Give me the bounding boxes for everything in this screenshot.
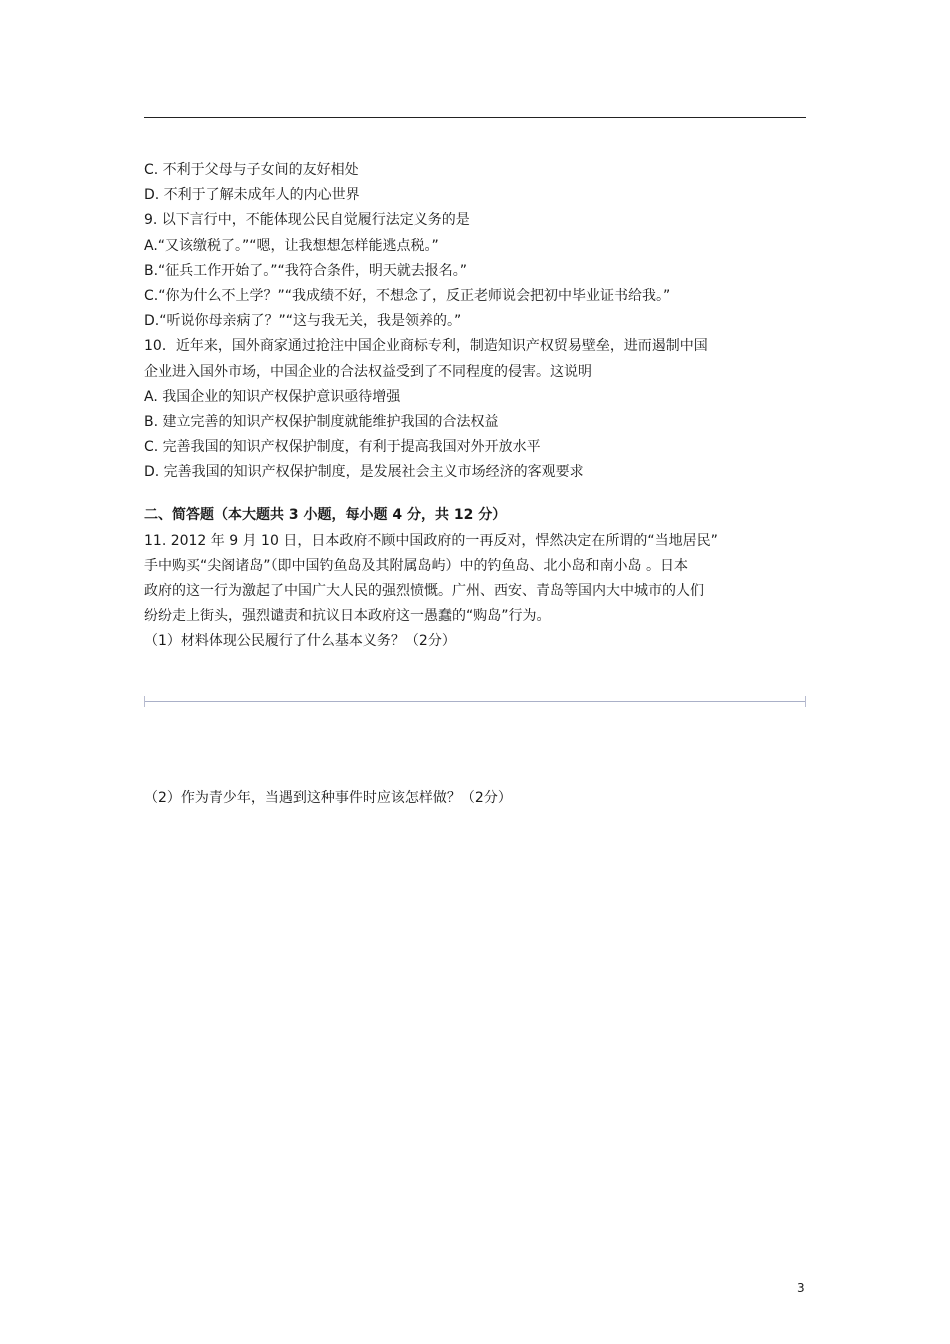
section-title: 二、简答题（本大题共 3 小题，每小题 4 分，共 12 分） <box>144 507 507 524</box>
question-10-stem-line1: 10．近年来，国外商家通过抢注中国企业商标专利，制造知识产权贸易壁垒，进而遏制中国 <box>144 338 708 355</box>
option-10a: A. 我国企业的知识产权保护意识亟待增强 <box>144 388 401 405</box>
option-9a: A.“又该缴税了。”“嗯，让我想想怎样能逃点税。” <box>144 237 439 254</box>
option-8c: C. 不利于父母与子女间的友好相处 <box>144 162 359 178</box>
header-rule <box>144 117 806 118</box>
option-9c: C.“你为什么不上学？”“我成绩不好，不想念了，反正老师说会把初中毕业证书给我。” <box>144 287 671 304</box>
question-11-part2: （2）作为青少年，当遇到这种事件时应该怎样做？（2分） <box>144 790 512 806</box>
option-8d: D. 不利于了解未成年人的内心世界 <box>144 187 360 204</box>
question-text <box>144 158 814 655</box>
question-11-line4: 纷纷走上街头，强烈谴责和抗议日本政府这一愚蠢的“购岛”行为。 <box>144 608 551 625</box>
page-number: 3 <box>797 1281 805 1295</box>
answer-line <box>144 701 806 702</box>
option-10b: B. 建立完善的知识产权保护制度就能维护我国的合法权益 <box>144 413 499 430</box>
question-10-stem-line2: 企业进入国外市场，中国企业的合法权益受到了不同程度的侵害。这说明 <box>144 363 592 380</box>
question-11-line2: 手中购买“尖阁诸岛”（即中国钓鱼岛及其附属岛屿）中的钓鱼岛、北小岛和南小岛 。日本 <box>144 557 688 574</box>
question-11-part1: （1）材料体现公民履行了什么基本义务？（2分） <box>144 633 456 650</box>
option-9b: B.“征兵工作开始了。”“我符合条件，明天就去报名。” <box>144 262 468 279</box>
question-11-line1: 11. 2012 年 9 月 10 日，日本政府不顾中国政府的一再反对，悍然决定在所谓的“当地居民” <box>144 532 718 549</box>
option-10c: C. 完善我国的知识产权保护制度，有利于提高我国对外开放水平 <box>144 439 541 456</box>
option-10d: D. 完善我国的知识产权保护制度，是发展社会主义市场经济的客观要求 <box>144 464 584 481</box>
option-9d: D.“听说你母亲病了？”“这与我无关，我是领养的。” <box>144 313 462 330</box>
question-11-line3: 政府的这一行为激起了中国广大人民的强烈愤慨。广州、西安、青岛等国内大中城市的人们 <box>144 583 704 599</box>
question-9-stem: 9. 以下言行中，不能体现公民自觉履行法定义务的是 <box>144 212 470 229</box>
